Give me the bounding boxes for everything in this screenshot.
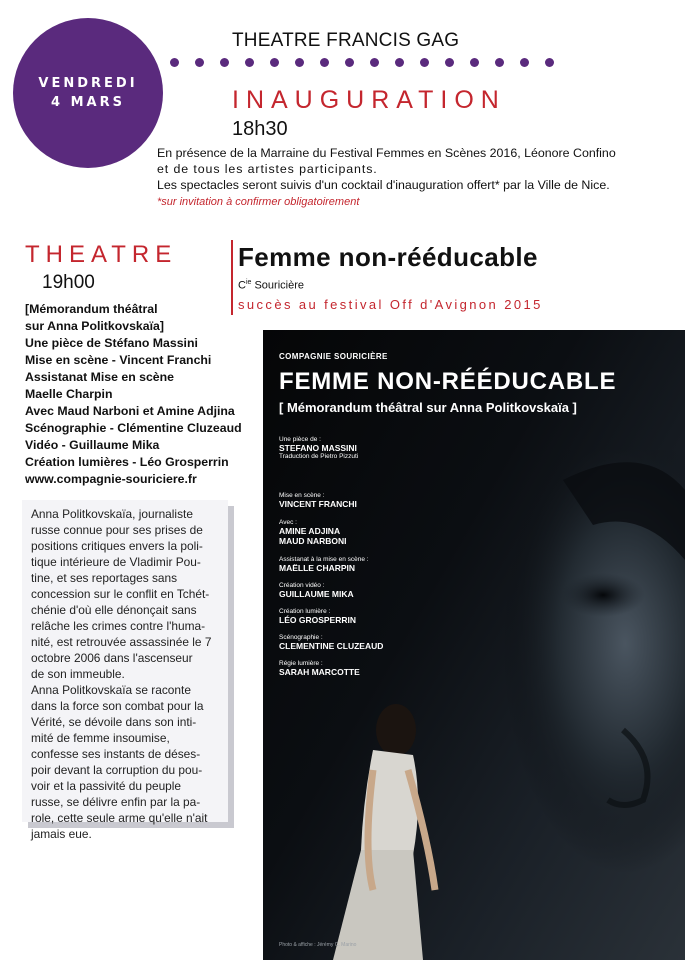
poster-subtitle: [ Mémorandum théâtral sur Anna Politkovskaïa ] xyxy=(279,400,577,415)
summary-line: tine, et ses reportages sans xyxy=(31,571,178,585)
credit-line: Création lumières - Léo Grosperrin xyxy=(25,455,229,469)
credit-line: Mise en scène - Vincent Franchi xyxy=(25,353,212,367)
inauguration-time: 18h30 xyxy=(232,118,288,140)
poster-title: FEMME NON-RÉÉDUCABLE xyxy=(279,368,617,395)
poster-company: COMPAGNIE SOURICIÈRE xyxy=(279,352,388,361)
summary-line: russe connue pour ses prises de xyxy=(31,523,203,537)
award-line: succès au festival Off d'Avignon 2015 xyxy=(238,297,543,312)
poster-credit: Scénographie : CLEMENTINE CLUZEAUD xyxy=(279,634,384,651)
inauguration-line: et de tous les artistes participants. xyxy=(157,162,378,176)
credit-line: Scénographie - Clémentine Cluzeaud xyxy=(25,421,242,435)
poster-credit: Régie lumière : SARAH MARCOTTE xyxy=(279,660,360,677)
summary-line: nité, est retrouvée assassinée le 7 xyxy=(31,635,212,649)
summary-line: positions critiques envers la poli- xyxy=(31,539,203,553)
date-month: 4 MARS xyxy=(51,95,125,110)
summary-line: Vérité, se dévoile dans son inti- xyxy=(31,715,197,729)
show-poster xyxy=(263,330,685,960)
inauguration-text xyxy=(157,145,677,193)
inauguration-line: Les spectacles seront suivis d'un cocktail d'inauguration offert* par la Ville de Nice. xyxy=(157,178,610,192)
credit-line: Vidéo - Guillaume Mika xyxy=(25,438,160,452)
credit-line: sur Anna Politkovskaïa] xyxy=(25,319,164,333)
poster-photo-credit: Photo & affiche : Jérémy C. Marino xyxy=(279,942,357,948)
summary-line: octobre 2006 dans l'ascenseur xyxy=(31,651,193,665)
poster-credit: Avec : AMINE ADJINA MAUD NARBONI xyxy=(279,519,347,546)
poster-credit: Création lumière : LÉO GROSPERRIN xyxy=(279,608,356,625)
summary-line: tique intérieure de Vladimir Pou- xyxy=(31,555,201,569)
inauguration-title: INAUGURATION xyxy=(232,86,506,114)
credit-line: Assistanat Mise en scène xyxy=(25,370,174,384)
theatre-label: THEATRE xyxy=(25,241,178,268)
credit-line: Avec Maud Narboni et Amine Adjina xyxy=(25,404,235,418)
summary-line: russe, se délivre enfin par la pa- xyxy=(31,795,201,809)
date-badge xyxy=(13,18,163,168)
credit-line: Maelle Charpin xyxy=(25,387,113,401)
show-credits xyxy=(25,301,240,488)
summary-line: Anna Politkovskaïa se raconte xyxy=(31,683,191,697)
venue-name: THEATRE FRANCIS GAG xyxy=(232,30,460,51)
website-link[interactable]: www.compagnie-souriciere.fr xyxy=(25,472,197,486)
date-day: VENDREDI xyxy=(38,76,138,91)
summary-line: dans la force son combat pour la xyxy=(31,699,204,713)
theatre-time: 19h00 xyxy=(42,272,95,293)
summary-line: relâche les crimes contre l'huma- xyxy=(31,619,206,633)
vertical-divider xyxy=(231,240,233,315)
inauguration-note: *sur invitation à confirmer obligatoirement xyxy=(157,196,360,208)
summary-line: jamais eue. xyxy=(31,827,92,841)
summary-line: mité de femme insoumise, xyxy=(31,731,170,745)
show-title: Femme non-rééducable xyxy=(238,242,538,272)
credit-line: [Mémorandum théâtral xyxy=(25,302,158,316)
summary-line: Anna Politkovskaïa, journaliste xyxy=(31,507,193,521)
summary-line: concession sur le conflit en Tchét- xyxy=(31,587,210,601)
summary-line: role, cette seule arme qu'elle n'ait xyxy=(31,811,208,825)
summary-box xyxy=(22,500,228,841)
poster-credit: Une pièce de : STEFANO MASSINI Traduction de Pietro Pizzuti xyxy=(279,436,359,460)
summary-line: chénie d'où elle dénonçait sans xyxy=(31,603,197,617)
summary-line: confesse ses instants de déses- xyxy=(31,747,201,761)
poster-credit: Mise en scène : VINCENT FRANCHI xyxy=(279,492,357,509)
poster-credit: Création vidéo : GUILLAUME MIKA xyxy=(279,582,354,599)
summary-line: poir devant la corruption du pou- xyxy=(31,763,203,777)
inauguration-line: En présence de la Marraine du Festival Femmes en Scènes 2016, Léonore Confino xyxy=(157,146,616,160)
summary-line: voir et la passivité du peuple xyxy=(31,779,182,793)
dotted-divider xyxy=(170,58,590,70)
poster-credit: Assistanat à la mise en scène : MAËLLE CHARPIN xyxy=(279,556,369,573)
company-name: $C^{ie}$ Souricière xyxy=(238,279,304,292)
summary-line: de son immeuble. xyxy=(31,667,125,681)
credit-line: Une pièce de Stéfano Massini xyxy=(25,336,198,350)
